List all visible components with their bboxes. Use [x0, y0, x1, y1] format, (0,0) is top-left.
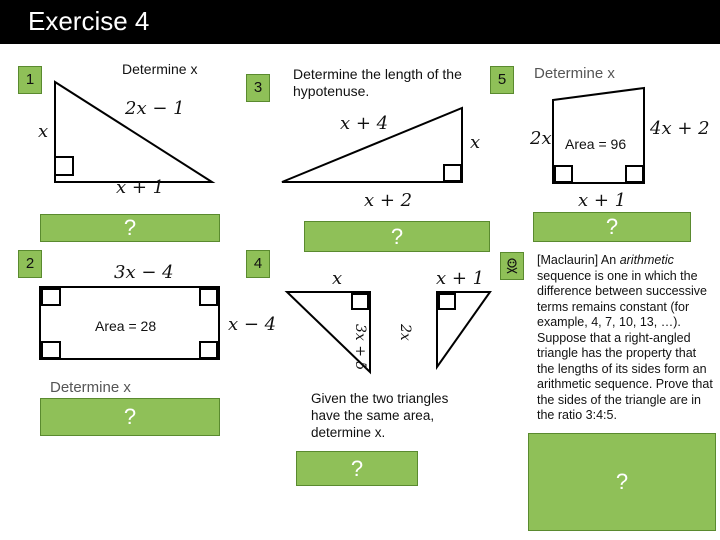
question-number-2: 2: [18, 250, 42, 278]
q6-text-after: sequence is one in which the difference between successive terms remains constant (for example, 4, 7, 10, 13, …). Suppose that a right-angled triangle has the property that the lengths of its sides form an arithmetic sequence. Prove that the sides of the triangle are in the ratio 3:4:5.: [537, 268, 713, 422]
q1-base-label: x + 1: [116, 177, 165, 198]
question-number-4: 4: [246, 250, 270, 278]
q6-answer-box[interactable]: ?: [528, 433, 716, 531]
question-number-5: 5: [490, 66, 514, 94]
q2-prompt: Determine x: [50, 379, 131, 396]
q1-triangle: [55, 82, 212, 182]
q2-area-label: Area = 28: [95, 318, 157, 334]
q4-left-right-angle: [352, 294, 368, 309]
q3-hyp-label: x + 4: [340, 113, 389, 134]
q1-answer-box[interactable]: ?: [40, 214, 220, 242]
q4-left-top-label: x: [332, 268, 343, 289]
q2-top-label: 3x − 4: [114, 262, 174, 283]
q5-right-label: 4x + 2: [650, 118, 710, 139]
q2-answer-box[interactable]: ?: [40, 398, 220, 436]
q4-prompt: Given the two triangles have the same area, determine x.: [311, 391, 449, 440]
q1-right-angle: [55, 157, 73, 175]
q3-base-label: x + 2: [364, 190, 413, 211]
question-number-3: 3: [246, 74, 270, 102]
q3-answer-box[interactable]: ?: [304, 221, 490, 252]
q4-left-side-label: 3x + 5: [352, 324, 368, 371]
q6-problem-text: [537, 253, 715, 424]
q4-answer-box[interactable]: ?: [296, 451, 418, 486]
q5-area-label: Area = 96: [565, 136, 627, 152]
q4-right-triangle: [437, 292, 490, 367]
q4-right-top-label: x + 1: [436, 268, 485, 289]
page-title: Exercise 4: [28, 6, 150, 36]
q6-text-before: [Maclaurin] An: [537, 253, 620, 267]
q1-hyp-label: 2x − 1: [125, 98, 185, 119]
q3-side-label: x: [470, 132, 481, 153]
q1-side-label: x: [38, 121, 49, 142]
q5-left-label: 2x: [530, 128, 552, 149]
q2-side-label: x − 4: [228, 314, 277, 335]
q5-right-angle-right: [626, 166, 643, 182]
q6-text-italic: arithmetic: [619, 253, 674, 267]
q5-answer-box[interactable]: ?: [533, 212, 691, 242]
q4-right-right-angle: [439, 294, 455, 309]
q5-right-angle-left: [555, 166, 572, 182]
q3-right-angle: [444, 165, 461, 181]
q4-right-side-label: 2x: [397, 324, 413, 341]
q2-corner-bl: [42, 342, 60, 358]
q3-prompt: Determine the length of the hypotenuse.: [293, 66, 462, 99]
q2-corner-br: [200, 342, 217, 358]
q1-prompt: Determine x: [122, 61, 198, 77]
q5-prompt: Determine x: [534, 65, 615, 82]
q5-base-label: x + 1: [578, 190, 627, 211]
q2-corner-tr: [200, 289, 217, 305]
question-number-1: 1: [18, 66, 42, 94]
q2-corner-tl: [42, 289, 60, 305]
